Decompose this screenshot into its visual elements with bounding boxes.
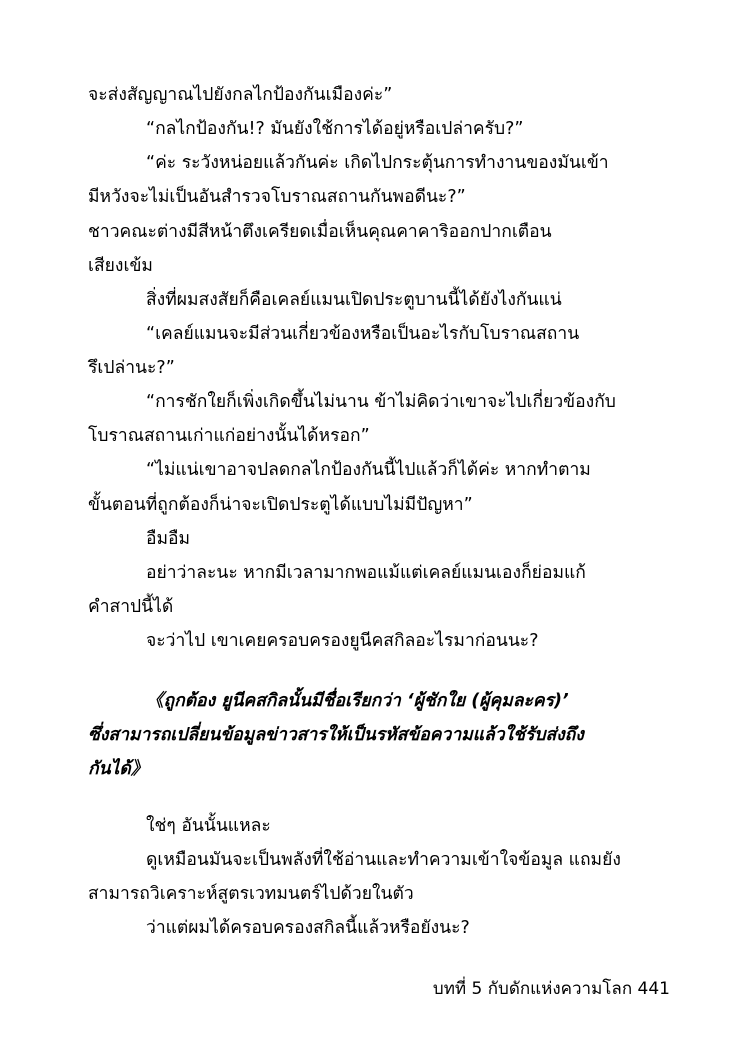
section-spacer xyxy=(88,787,670,809)
quote-line: กันได้》 xyxy=(88,759,149,780)
paragraph: ใช่ๆ อันนั้นแหละ xyxy=(146,815,271,836)
footer-chapter-title: บทที่ 5 กับดักแห่งความโลก xyxy=(432,978,633,999)
paragraph: สิ่งที่ผมสงสัยก็คือเคลย์แมนเปิดประตูบานนี้ได้ยังไงกันแน่ xyxy=(146,289,562,310)
body-text-block xyxy=(88,78,670,945)
paragraph: ขั้นตอนที่ถูกต้องก็น่าจะเปิดประตูได้แบบไม่มีปัญหา” xyxy=(88,494,473,515)
paragraph: ชาวคณะต่างมีสีหน้าตึงเครียดเมื่อเห็นคุณคาคาริออกปากเตือน xyxy=(88,221,552,242)
paragraph: “กลไกป้องกัน!? มันยังใช้การได้อยู่หรือเปล่าครับ?” xyxy=(146,119,524,140)
system-message-block xyxy=(88,684,670,786)
paragraph: อืมอืม xyxy=(146,528,191,549)
paragraph: โบราณสถานเก่าแก่อย่างนั้นได้หรอก” xyxy=(88,426,370,447)
paragraph: “ค่ะ ระวังหน่อยแล้วกันค่ะ เกิดไปกระตุ้นการทำงานของมันเข้า xyxy=(146,153,609,174)
paragraph: “การชักใยก็เพิ่งเกิดขึ้นไม่นาน ข้าไม่คิดว่าเขาจะไปเกี่ยวข้องกับ xyxy=(146,392,616,413)
section-spacer xyxy=(88,658,670,684)
paragraph: ว่าแต่ผมได้ครอบครองสกิลนี้แล้วหรือยังนะ? xyxy=(146,917,470,938)
paragraph: สามารถวิเคราะห์สูตรเวทมนตร์ไปด้วยในตัว xyxy=(88,883,414,904)
footer-page-number: 441 xyxy=(637,978,670,999)
paragraph: ดูเหมือนมันจะเป็นพลังที่ใช้อ่านและทำความเข้าใจข้อมูล แถมยัง xyxy=(146,849,621,870)
quote-line: 《ถูกต้อง ยูนีคสกิลนั้นมีชื่อเรียกว่า ‘ผู้ชักใย (ผู้คุมละคร)’ xyxy=(146,691,569,712)
paragraph: เสียงเข้ม xyxy=(88,255,153,276)
paragraph: จะว่าไป เขาเคยครอบครองยูนีคสกิลอะไรมาก่อนนะ? xyxy=(146,631,539,651)
paragraph: “ไม่แน่เขาอาจปลดกลไกป้องกันนี้ไปแล้วก็ได้ค่ะ หากทำตาม xyxy=(146,460,591,481)
quote-line: ซึ่งสามารถเปลี่ยนข้อมูลข่าวสารให้เป็นรหัสข้อความแล้วใช้รับส่งถึง xyxy=(88,725,584,746)
page-footer xyxy=(88,976,670,1003)
paragraph: คำสาปนี้ได้ xyxy=(88,596,174,617)
paragraph: รึเปล่านะ?” xyxy=(88,358,175,378)
paragraph: จะส่งสัญญาณไปยังกลไกป้องกันเมืองค่ะ” xyxy=(88,85,393,105)
paragraph: อย่าว่าละนะ หากมีเวลามากพอแม้แต่เคลย์แมนเองก็ย่อมแก้ xyxy=(146,562,586,583)
paragraph: “เคลย์แมนจะมีส่วนเกี่ยวข้องหรือเป็นอะไรกับโบราณสถาน xyxy=(146,323,580,344)
paragraph: มีหวังจะไม่เป็นอันสำรวจโบราณสถานกันพอดีนะ?” xyxy=(88,187,466,208)
